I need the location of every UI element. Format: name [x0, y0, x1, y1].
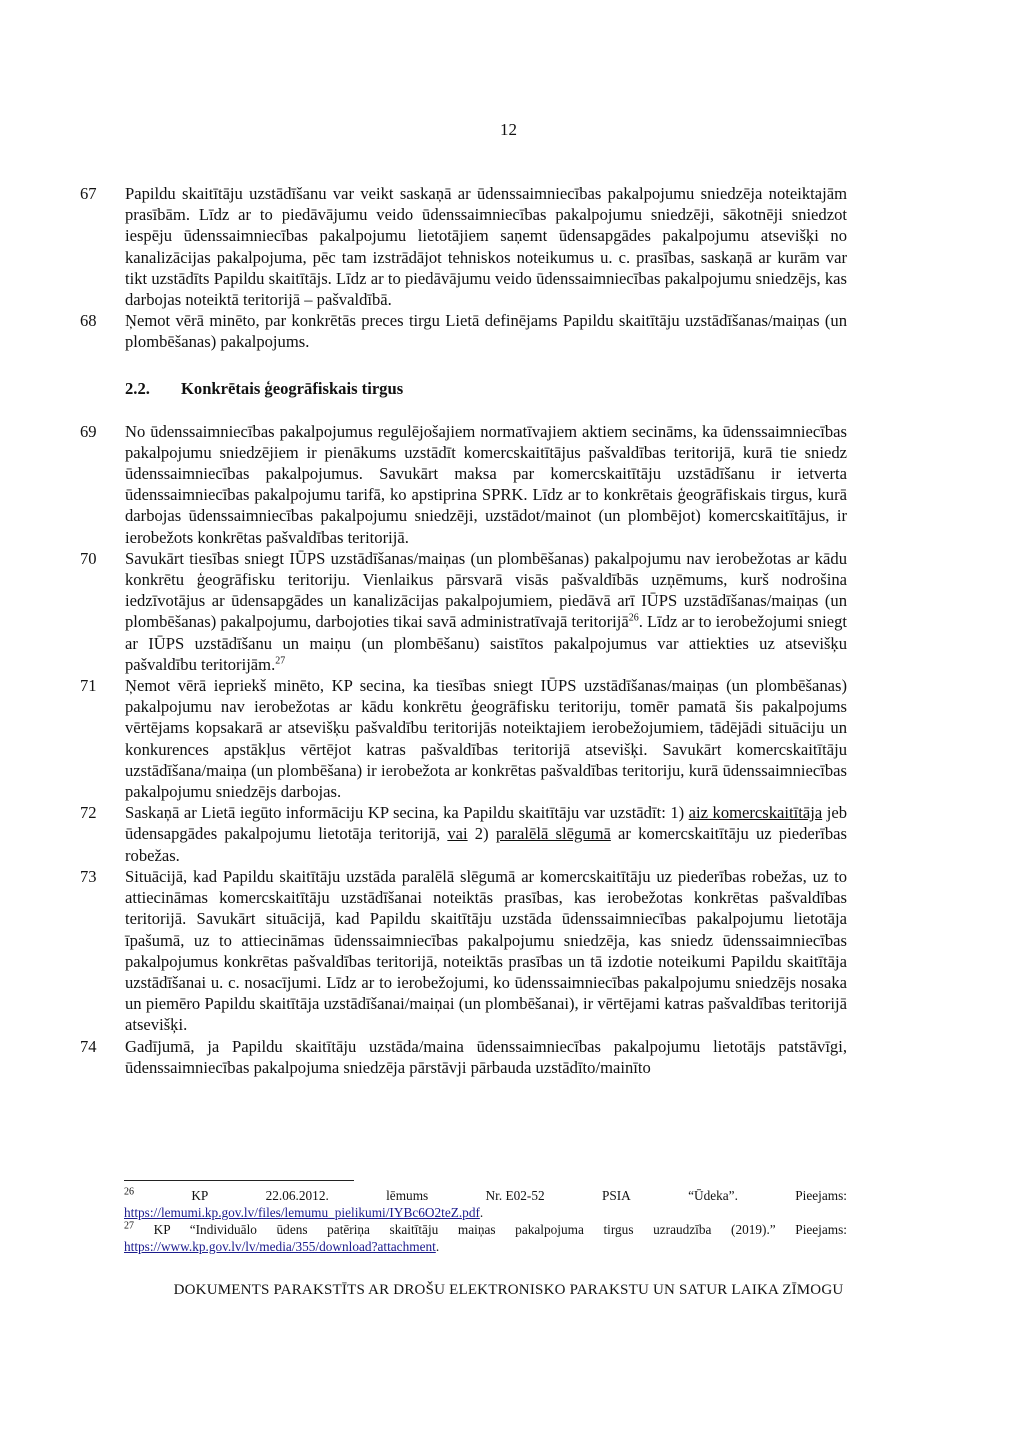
paragraph-73: [80, 866, 847, 1036]
footnote-text: KP “Individuālo ūdens patēriņa skaitītāju maiņas pakalpojuma tirgus uzraudzība (2019).” Pieejams:: [153, 1222, 847, 1237]
underlined-text: aiz komercskaitītāja: [688, 803, 823, 823]
paragraph-69: [80, 421, 847, 548]
page-number: 12: [500, 120, 517, 139]
paragraph-number: 68: [80, 311, 97, 331]
section-title: Konkrētais ģeogrāfiskais tirgus: [181, 378, 404, 398]
text-segment: 2): [467, 824, 496, 844]
paragraph-number: 74: [80, 1036, 97, 1056]
footnote-word: lēmums: [386, 1188, 429, 1203]
text-segment: jeb ūdensapgādes pakalpojumu lietotāja teritorijā,: [125, 803, 847, 844]
paragraph-text: Gadījumā, ja Papildu skaitītāju uzstāda/maina ūdenssaimniecības pakalpojumu lietotājs patstāvīgi, ūdenssaimniecības pakalpojuma sniedzēja pārstāvji pārbauda uzstādīto/mainīto: [125, 1036, 847, 1077]
section-number: 2.2.: [125, 378, 150, 398]
paragraph-71: [80, 675, 847, 802]
underlined-text: paralēlā slēgumā: [495, 824, 611, 844]
footnote-word: Pieejams:: [795, 1188, 847, 1203]
section-heading: [125, 379, 847, 399]
footnote-word: PSIA: [601, 1188, 631, 1203]
footnote-punct: .: [479, 1205, 484, 1220]
paragraph-text: [125, 548, 847, 675]
footnote-word: “Ūdeka”.: [688, 1188, 738, 1203]
paragraph-text: Situācijā, kad Papildu skaitītāju uzstāda paralēlā slēgumā ar komercskaitītāju uz piederības robežas, uz to attiecināmas komercskaitītāju uzstādīšanai noteiktās prasības, kas ierobežotas konkrētas pašvaldības teritorijā. Savukārt situācijā, kad Papildu skaitītāju uzstāda ūdenssaimniecības pakalpojumu lietotāja īpašumā, uz to attiecināmas ūdenssaimniecības pakalpojumu sniedzēja, kas sniedz ūdenssaimniecības pakalpojumus konkrētas pašvaldības teritorijā, noteiktās prasības un tā izdotie noteikumi Papildu skaitītāja uzstādīšanai u. c. nosacījumi. Līdz ar to ierobežojumi, ko ūdenssaimniecības pakalpojumu sniedzējs nosaka un piemēro Papildu skaitītāja uzstādīšanai/maiņai (un plombēšanai), ir vērtējami katras pašvaldības teritorijā atsevišķi.: [125, 866, 847, 1035]
text-segment: ar komercskaitītāju uz piederības robežas.: [125, 824, 847, 865]
paragraph-number: 71: [80, 676, 97, 696]
paragraph-text: Papildu skaitītāju uzstādīšanu var veikt saskaņā ar ūdenssaimniecības pakalpojumu sniedzēja noteiktajām prasībām. Līdz ar to piedāvājumu veido ūdenssaimniecības pakalpojumu sniedzēji, sākotnēji sniedzot iespēju ūdenssaimniecības pakalpojumu lietotājiem saņemt ūdensapgādes pakalpojumu atsevišķi no kanalizācijas pakalpojuma, pēc tam izstrādājot tehniskos noteikumus u. c. prasības, saskaņā ar kurām var tikt uzstādīts Papildu skaitītājs. Līdz ar to piedāvājumu veido ūdenssaimniecības pakalpojumu sniedzējs, kas darbojas noteiktā teritorijā – pašvaldībā.: [125, 184, 847, 310]
paragraph-number: 70: [80, 548, 97, 568]
paragraph-text: Ņemot vērā iepriekš minēto, KP secina, ka tiesības sniegt IŪPS uzstādīšanas/maiņas (un plombēšanas) pakalpojumu nav ierobežotas ar kādu konkrētu ģeogrāfisku teritoriju, tomēr pamatā šis pakalpojums vērtējams kopsakarā ar atsevišķu pašvaldību teritorijās noteiktajiem ierobežojumiem, tādējādi situāciju un konkurences apstākļus vērtējot katras pašvaldības teritorijā atsevišķi. Savukārt komercskaitītāju uzstādīšana/maiņa (un plombēšana) ir ierobežota ar konkrētas pašvaldības teritoriju, kurā ūdenssaimniecības pakalpojumu sniedzējs darbojas.: [125, 676, 847, 802]
footnote-separator: [124, 1180, 354, 1181]
footnote-number: 27: [124, 1220, 134, 1232]
footnote-word: Nr. E02-52: [485, 1188, 545, 1203]
paragraph-text: [125, 802, 847, 866]
paragraph-68: [80, 310, 847, 352]
footnotes: [124, 1187, 847, 1255]
text-segment: . Līdz ar to ierobežojumi sniegt ar IŪPS uzstādīšanu un maiņu (un plombēšanu) saistītos pakalpojumus var attiekties uz atsevišķu pašvaldību teritorijām.: [125, 612, 848, 674]
paragraph-70: [80, 548, 847, 675]
footnote-link[interactable]: https://lemumi.kp.gov.lv/files/lemumu_pielikumi/IYBc6O2teZ.pdf: [124, 1205, 480, 1220]
paragraph-text: Ņemot vērā minēto, par konkrētās preces tirgu Lietā definējams Papildu skaitītāju uzstādīšanas/maiņas (un plombēšanas) pakalpojums.: [125, 311, 847, 352]
paragraph-text: No ūdenssaimniecības pakalpojumus regulējošajiem normatīvajiem aktiem secināms, ka ūdenssaimniecības pakalpojumu sniedzējiem ir pienākums uzstādīt komercskaitītājus pašvaldības teritorijā, kurā tie sniedz ūdenssaimniecības pakalpojumus. Savukārt maksa par komercskaitītāju uzstādīšanu ir ietverta ūdenssaimniecības pakalpojumu tarifā, ko apstiprina SPRK. Līdz ar to konkrētais ģeogrāfiskais tirgus, kurā darbojas ūdenssaimniecības pakalpojumu sniedzēji, uzstādot/mainot (un plombējot) komercskaitītājus, ir ierobežots konkrētas pašvaldības teritorijā.: [125, 421, 847, 547]
footnote-punct: .: [435, 1239, 440, 1254]
paragraph-67: [80, 183, 847, 310]
paragraph-number: 69: [80, 421, 97, 441]
paragraph-number: 73: [80, 866, 97, 886]
footnote-word: 22.06.2012.: [265, 1188, 329, 1203]
footnote-word: KP: [191, 1188, 209, 1203]
text-segment: Savukārt tiesības sniegt IŪPS uzstādīšanas/maiņas (un plombēšanas) pakalpojumu nav ierobežotas ar kādu konkrētu ģeogrāfisku teritoriju. Vienlaikus pārsvarā visās pašvaldībās uzņēmums, kurš nodrošina iedzīvotājus ar ūdensapgādes un kanalizācijas pakalpojumiem, piedāvā arī IŪPS uzstādīšanas/maiņas (un plombēšanas) pakalpojumu, darbojoties tikai savā administratīvajā teritorijā: [125, 548, 847, 632]
paragraph-number: 72: [80, 803, 97, 823]
paragraph-number: 67: [80, 184, 97, 203]
paragraph-74: [80, 1036, 847, 1078]
footnote-line: [124, 1187, 847, 1204]
footnote-26: [124, 1187, 847, 1221]
footnote-number: 26: [124, 1186, 134, 1198]
body-text: [80, 183, 847, 1078]
footnote-ref[interactable]: 26: [628, 612, 639, 624]
footnote-27: [124, 1221, 847, 1255]
footnote-link[interactable]: https://www.kp.gov.lv/lv/media/355/download?attachment: [124, 1239, 436, 1254]
footnote-ref[interactable]: 27: [275, 655, 286, 667]
text-segment: Saskaņā ar Lietā iegūto informāciju KP secina, ka Papildu skaitītāju var uzstādīt: 1): [125, 803, 689, 823]
signature-footer: DOKUMENTS PARAKSTĪTS AR DROŠU ELEKTRONISKO PARAKSTU UN SATUR LAIKA ZĪMOGU: [173, 1282, 844, 1298]
paragraph-72: [80, 802, 847, 866]
underlined-text: vai: [447, 824, 468, 844]
